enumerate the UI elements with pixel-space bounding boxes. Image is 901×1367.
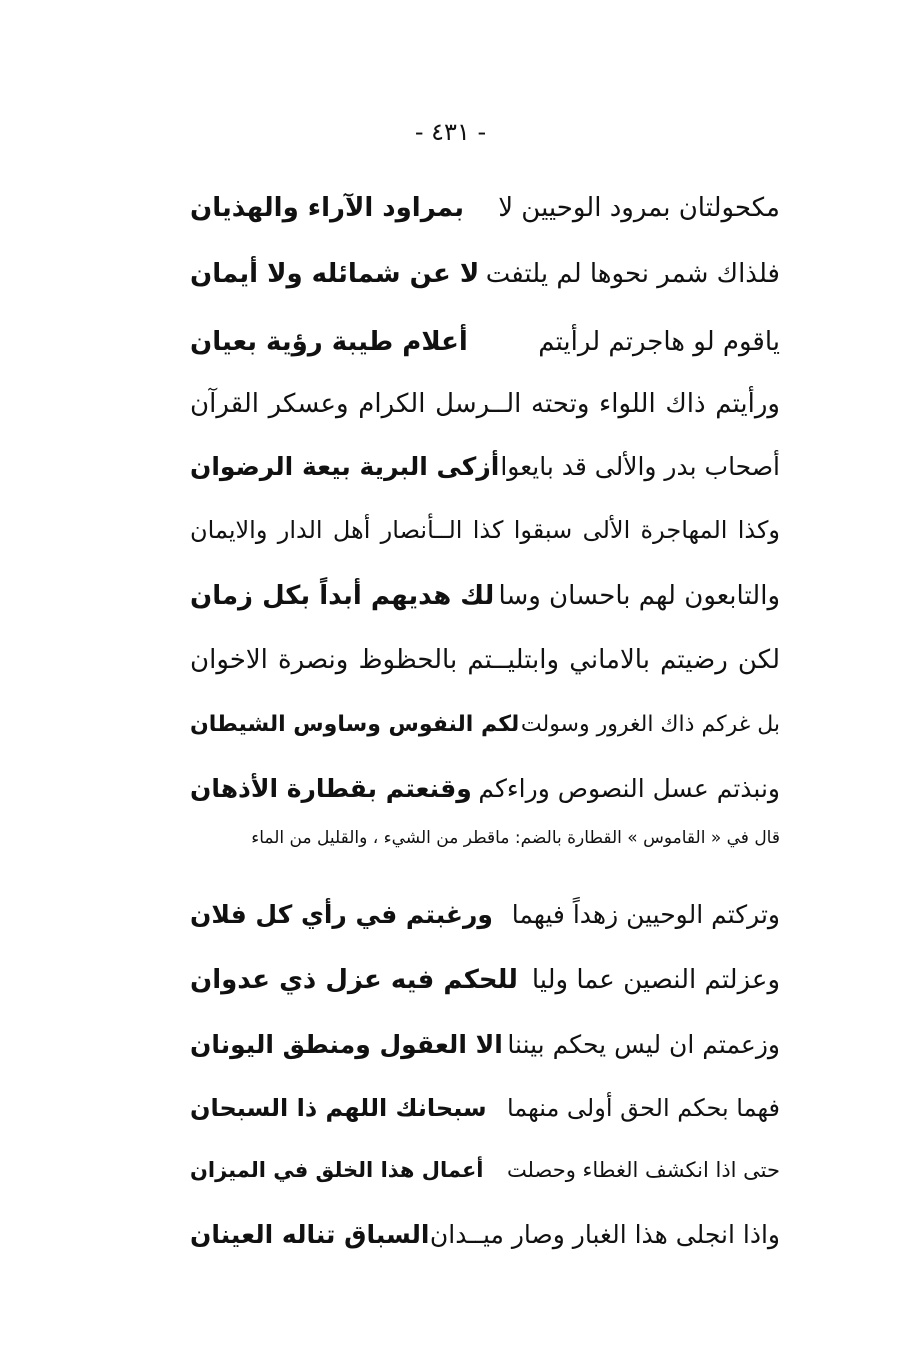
verse-first-hemistich: مكحولتان بمرود الوحيين لا — [498, 193, 780, 223]
verse-line — [190, 374, 780, 434]
verse-second-hemistich: لا عن شمائله ولا أيمان — [190, 259, 480, 289]
verse-line — [190, 500, 780, 560]
verse-first-hemistich: وتركتم الوحيين زهداً فيهما — [511, 899, 780, 929]
verse-full-line: لكن رضيتم بالاماني وابتليـ‍ـتم بالحظوظ ونصرة الاخوان — [190, 645, 780, 675]
verse-line — [190, 1140, 780, 1200]
verse-full-line: وكذا المهاجرة الألى سبقوا كذا الـ‍ـأنصار أهل الدار والايمان — [190, 516, 780, 544]
verse-first-hemistich: ونبذتم عسل النصوص وراءكم — [478, 773, 780, 803]
verse-second-hemistich: الا العقول ومنطق اليونان — [190, 1029, 503, 1059]
verse-line — [190, 1014, 780, 1074]
verse-second-hemistich: للحكم فيه عزل ذي عدوان — [190, 965, 518, 995]
verse-first-hemistich: فلذاك شمر نحوها لم يلتفت — [485, 259, 780, 289]
verse-line — [190, 1078, 780, 1138]
verse-first-hemistich: والتابعون لهم باحسان وسا — [498, 581, 780, 611]
footnote: قال في « القاموس » القطارة بالضم: ماقطر من الشيء ، والقليل من الماء — [251, 828, 780, 848]
verse-first-hemistich: أصحاب بدر والألى قد بايعوا — [500, 451, 780, 481]
verse-line — [190, 1204, 780, 1264]
verse-line — [190, 178, 780, 238]
verse-line — [190, 884, 780, 944]
verse-second-hemistich: أعمال هذا الخلق في الميزان — [190, 1158, 484, 1182]
verse-line — [190, 312, 780, 372]
verse-second-hemistich: سبحانك اللهم ذا السبحان — [190, 1094, 487, 1122]
verse-line — [190, 630, 780, 690]
verse-line — [190, 244, 780, 304]
verse-line — [190, 436, 780, 496]
verse-first-hemistich: وزعمتم ان ليس يحكم بيننا — [507, 1029, 780, 1059]
verse-first-hemistich: فهما بحكم الحق أولى منهما — [506, 1094, 780, 1122]
verse-second-hemistich: السباق تناله العينان — [190, 1219, 430, 1249]
verse-first-hemistich: ياقوم لو هاجرتم لرأيتم — [538, 327, 780, 357]
verse-line — [190, 758, 780, 818]
verse-second-hemistich: لكم النفوس وساوس الشيطان — [190, 711, 520, 737]
verse-second-hemistich: أعلام طيبة رؤية بعيان — [190, 327, 468, 357]
verse-second-hemistich: وقنعتم بقطارة الأذهان — [190, 773, 472, 803]
verse-first-hemistich: واذا انجلى هذا الغبار وصار ميـ‍ـدان — [429, 1219, 780, 1249]
page-number: - ٤٣١ - — [414, 118, 487, 146]
verse-second-hemistich: أزكى البرية بيعة الرضوان — [190, 451, 500, 481]
verse-first-hemistich: بل غركم ذاك الغرور وسولت — [520, 711, 780, 737]
verse-second-hemistich: بمراود الآراء والهذيان — [190, 193, 465, 223]
verse-first-hemistich: وعزلتم النصين عما وليا — [531, 965, 780, 995]
verse-line — [190, 950, 780, 1010]
verse-second-hemistich: لك هديهم أبداً بكل زمان — [190, 581, 495, 611]
verse-line — [190, 566, 780, 626]
verse-full-line: ورأيتم ذاك اللواء وتحته الـ‍ـرسل الكرام وعسكر القرآن — [190, 389, 780, 419]
verse-first-hemistich: حتى اذا انكشف الغطاء وحصلت — [506, 1158, 780, 1182]
verse-second-hemistich: ورغبتم في رأي كل فلان — [190, 899, 493, 929]
verse-line — [190, 694, 780, 754]
